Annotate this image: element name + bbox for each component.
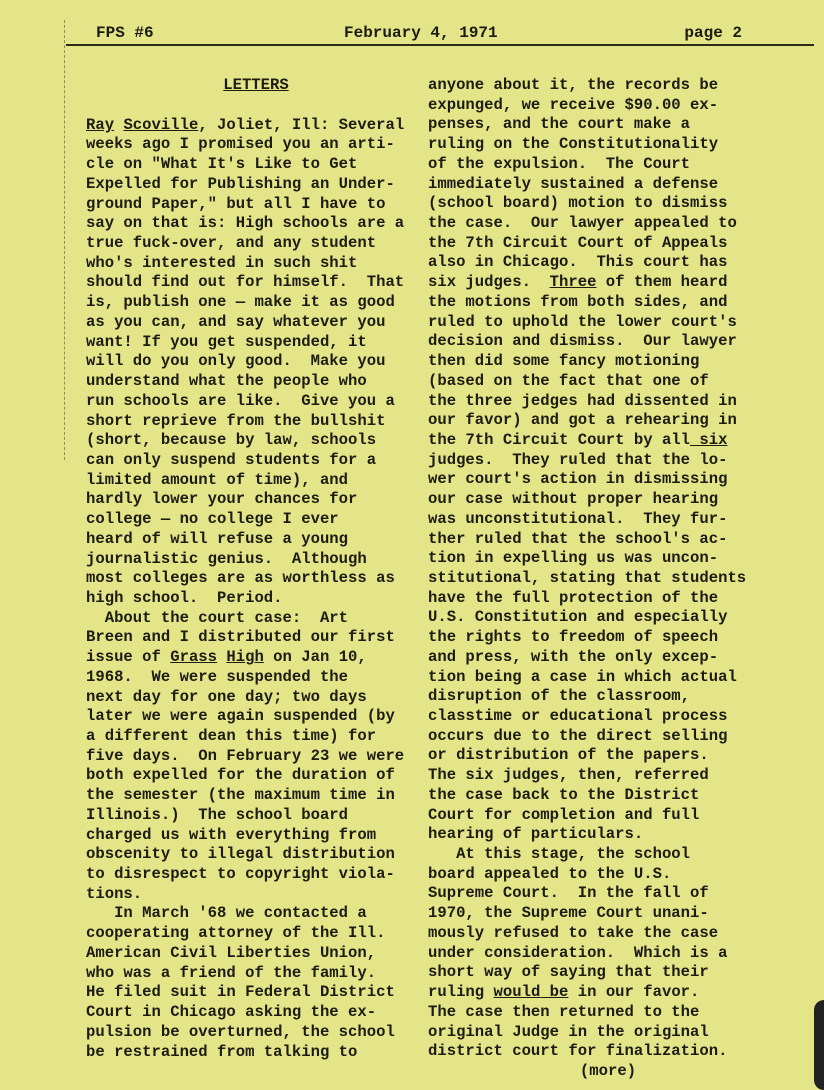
left-column-line: true fuck-over, and any student bbox=[86, 234, 377, 253]
margin-line bbox=[64, 20, 65, 460]
left-column-line: (short, because by law, schools bbox=[86, 431, 377, 450]
left-column-line: as you can, and say whatever you bbox=[86, 312, 386, 331]
right-column-line: was unconstitutional. They fur- bbox=[428, 509, 728, 528]
header-rule bbox=[66, 44, 814, 46]
left-column-line: next day for one day; two days bbox=[86, 687, 367, 706]
left-column-line: Illinois.) The school board bbox=[86, 805, 349, 824]
right-column-line: the three jedges had dissented in bbox=[428, 391, 737, 410]
right-column-line: The case then returned to the bbox=[428, 1002, 700, 1021]
left-column-line: be restrained from talking to bbox=[86, 1042, 358, 1061]
left-column-line: is, publish one — make it as good bbox=[86, 293, 395, 312]
right-column-line: short way of saying that their bbox=[428, 963, 709, 982]
page-edge-shadow bbox=[814, 1000, 824, 1090]
right-column-line: (school board) motion to dismiss bbox=[428, 194, 728, 213]
right-column-line: mously refused to take the case bbox=[428, 923, 719, 942]
left-column-line: pulsion be overturned, the school bbox=[86, 1022, 395, 1041]
right-column-line: then did some fancy motioning bbox=[428, 352, 700, 371]
left-column-line: will do you only good. Make you bbox=[86, 352, 386, 371]
right-column-line: expunged, we receive $90.00 ex- bbox=[428, 95, 719, 114]
left-column-line: limited amount of time), and bbox=[86, 470, 349, 489]
right-column-line: tion being a case in which actual bbox=[428, 667, 737, 686]
left-column-line: should find out for himself. That bbox=[86, 273, 405, 292]
left-column-line: issue of Grass High on Jan 10, bbox=[86, 648, 367, 667]
left-column-line: most colleges are as worthless as bbox=[86, 569, 395, 588]
left-column-line: About the court case: Art bbox=[86, 608, 349, 627]
left-column-line: five days. On February 23 we were bbox=[86, 746, 405, 765]
right-column-line: The six judges, then, referred bbox=[428, 766, 709, 785]
section-heading: LETTERS bbox=[223, 76, 289, 94]
right-column-line: At this stage, the school bbox=[428, 845, 691, 864]
right-column-line: (based on the fact that one of bbox=[428, 371, 709, 390]
right-column-line: judges. They ruled that the lo- bbox=[428, 450, 728, 469]
right-column-line: our case without proper hearing bbox=[428, 490, 719, 509]
issue-number: FPS #6 bbox=[96, 24, 154, 42]
left-column-line: heard of will refuse a young bbox=[86, 529, 349, 548]
left-column-line: who was a friend of the family. bbox=[86, 963, 377, 982]
left-column-line: who's interested in such shit bbox=[86, 253, 358, 272]
left-column-line: Court in Chicago asking the ex- bbox=[86, 1003, 377, 1022]
left-column-line: American Civil Liberties Union, bbox=[86, 943, 377, 962]
left-column-line: weeks ago I promised you an arti- bbox=[86, 135, 395, 154]
right-column-line: six judges. Three of them heard bbox=[428, 273, 728, 292]
issue-date: February 4, 1971 bbox=[344, 24, 498, 42]
left-column-line: ground Paper," but all I have to bbox=[86, 194, 386, 213]
left-column-line: tions. bbox=[86, 884, 143, 903]
right-column-line: disruption of the classroom, bbox=[428, 687, 691, 706]
right-column-line: ruled to uphold the lower court's bbox=[428, 312, 737, 331]
left-column-line: to disrespect to copyright viola- bbox=[86, 865, 395, 884]
right-column-line: ruling on the Constitutionality bbox=[428, 135, 719, 154]
page-header bbox=[66, 14, 800, 48]
right-column-line: Court for completion and full bbox=[428, 805, 700, 824]
left-column-line: both expelled for the duration of bbox=[86, 766, 395, 785]
left-column-line: want! If you get suspended, it bbox=[86, 332, 367, 351]
right-column-line: under consideration. Which is a bbox=[428, 943, 728, 962]
right-column-line: wer court's action in dismissing bbox=[428, 470, 728, 489]
right-column-line: tion in expelling us was uncon- bbox=[428, 549, 719, 568]
right-column-line: and press, with the only excep- bbox=[428, 647, 719, 666]
left-column-line: cle on "What It's Like to Get bbox=[86, 155, 358, 174]
right-column-line: board appealed to the U.S. bbox=[428, 864, 672, 883]
right-column bbox=[428, 76, 788, 1082]
right-column-line: Supreme Court. In the fall of bbox=[428, 884, 709, 903]
right-column-line: penses, and the court make a bbox=[428, 115, 691, 134]
right-column-line: occurs due to the direct selling bbox=[428, 726, 728, 745]
left-column-line: 1968. We were suspended the bbox=[86, 667, 349, 686]
left-column-line: the semester (the maximum time in bbox=[86, 786, 395, 805]
left-column-line: He filed suit in Federal District bbox=[86, 983, 395, 1002]
left-column-line: hardly lower your chances for bbox=[86, 490, 358, 509]
right-column-line: ruling would be in our favor. bbox=[428, 983, 700, 1002]
right-column-line: have the full protection of the bbox=[428, 588, 719, 607]
left-column-line: charged us with everything from bbox=[86, 825, 377, 844]
right-column-line: hearing of particulars. bbox=[428, 825, 644, 844]
right-column-line: the rights to freedom of speech bbox=[428, 628, 719, 647]
left-column-line: obscenity to illegal distribution bbox=[86, 845, 395, 864]
left-column-line: run schools are like. Give you a bbox=[86, 391, 395, 410]
left-column-line: cooperating attorney of the Ill. bbox=[86, 924, 386, 943]
right-column-line: stitutional, stating that students bbox=[428, 568, 747, 587]
left-column-line: short reprieve from the bullshit bbox=[86, 411, 386, 430]
left-column-line: In March '68 we contacted a bbox=[86, 904, 367, 923]
left-column-line: can only suspend students for a bbox=[86, 450, 377, 469]
right-column-line: U.S. Constitution and especially bbox=[428, 608, 728, 627]
left-column-line: say on that is: High schools are a bbox=[86, 214, 405, 233]
left-column-line: a different dean this time) for bbox=[86, 727, 377, 745]
right-column-line: our favor) and got a rehearing in bbox=[428, 411, 737, 430]
left-column-line: Expelled for Publishing an Under- bbox=[86, 174, 395, 193]
right-column-line: of the expulsion. The Court bbox=[428, 154, 691, 173]
left-column-line: later we were again suspended (by bbox=[86, 707, 395, 726]
right-column-line: immediately sustained a defense bbox=[428, 174, 719, 193]
left-column-line: journalistic genius. Although bbox=[86, 549, 367, 568]
left-column-text bbox=[86, 116, 416, 1063]
left-column-line: high school. Period. bbox=[86, 588, 283, 607]
right-column-line: district court for finalization. bbox=[428, 1042, 728, 1061]
right-column-line: or distribution of the papers. bbox=[428, 746, 709, 765]
right-column-line: the 7th Circuit Court of Appeals bbox=[428, 233, 728, 252]
left-column-line: Ray Scoville, Joliet, Ill: Several bbox=[86, 115, 405, 134]
right-column-line: also in Chicago. This court has bbox=[428, 253, 728, 272]
continued-marker: (more) bbox=[579, 1061, 637, 1080]
right-column-line: anyone about it, the records be bbox=[428, 76, 719, 94]
right-column-line: 1970, the Supreme Court unani- bbox=[428, 904, 709, 923]
heading-spacer bbox=[86, 96, 416, 116]
left-column-line: college — no college I ever bbox=[86, 510, 339, 529]
right-column-line: the motions from both sides, and bbox=[428, 292, 728, 311]
right-column-line: classtime or educational process bbox=[428, 707, 728, 725]
left-column bbox=[86, 76, 416, 1062]
right-column-line: the case back to the District bbox=[428, 785, 700, 804]
page-number: page 2 bbox=[684, 24, 742, 42]
left-column-line: understand what the people who bbox=[86, 372, 367, 391]
right-column-line: the case. Our lawyer appealed to bbox=[428, 214, 737, 233]
left-column-line: Breen and I distributed our first bbox=[86, 628, 395, 647]
right-column-line: ther ruled that the school's ac- bbox=[428, 529, 728, 548]
right-column-line: the 7th Circuit Court by all six bbox=[428, 430, 728, 449]
right-column-text bbox=[428, 76, 788, 1062]
right-column-line: decision and dismiss. Our lawyer bbox=[428, 332, 737, 351]
right-column-line: original Judge in the original bbox=[428, 1022, 709, 1041]
